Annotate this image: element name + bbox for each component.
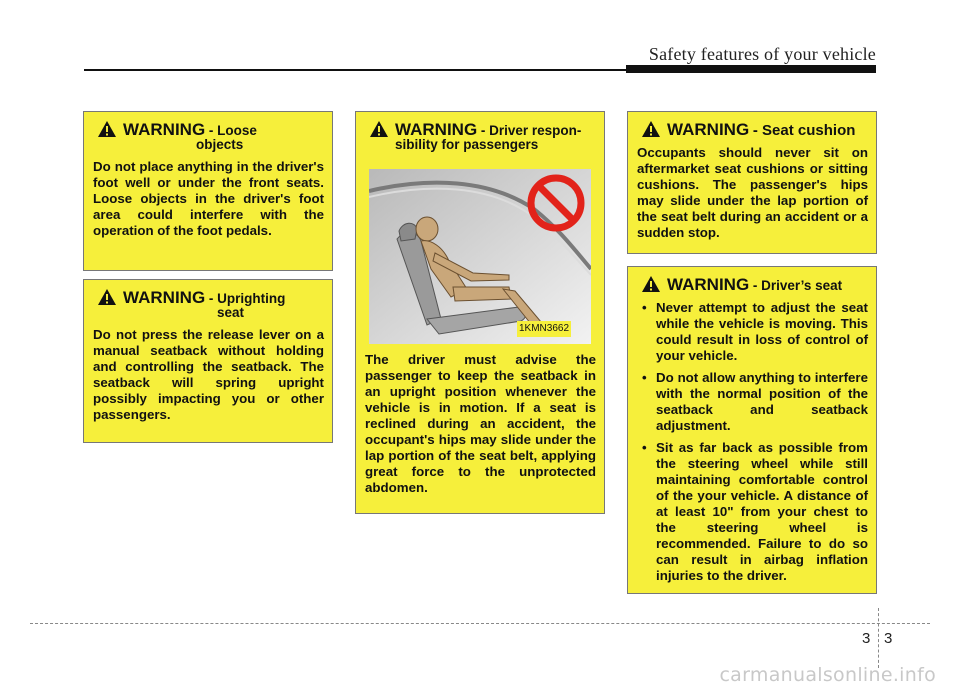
warning-body: Do not press the release lever on a manual seatback without holding and controlling the seatback. The seatback will spring upright possibly impacting you or other passengers. [93,327,324,422]
warning-triangle-icon [97,120,117,138]
page-header-title: Safety features of your vehicle [648,44,876,64]
warning-title: WARNING [395,120,478,139]
reclined-occupant-figure [369,169,591,344]
warning-subject-cont: sibility for passengers [395,137,539,152]
warning-driver-responsibility [355,111,605,514]
warning-subject-cont: objects [196,137,244,152]
list-item: • Do not allow anything to interfere with the normal position of the seatback and seatback adjustment. [637,370,868,434]
warning-body: Do not place anything in the driver's foot well or under the front seats. Loose objects in the driver's foot area could interfere with the operation of the foot pedals. [93,159,324,238]
warning-uprighting-seat [83,279,333,443]
header-rule-accent [626,65,876,73]
chapter-number: 3 [862,630,871,647]
list-item: • Never attempt to adjust the seat while the vehicle is moving. This could result in loss of control of your vehicle. [637,300,868,364]
warning-body: Occupants should never sit on aftermarket seat cushions or sitting cushions. The passenger's hips may slide under the lap portion of the seat belt during an accident or a sudden stop. [637,145,868,240]
page-number-divider [878,608,879,668]
warning-subject: - Driver respon- [480,123,582,138]
warning-triangle-icon [97,288,117,306]
warning-subject: - Loose [208,123,257,138]
warning-heading [641,275,868,294]
warning-subject: - Uprighting [208,291,286,306]
list-item: • Sit as far back as possible from the steering wheel while still maintaining comfortable control of the your vehicle. A distance of at least 10" from your chest to the steering wheel is recommended. Failure to do so can result in airbag inflation injuries to the driver. [637,440,868,584]
warning-seat-cushion [627,111,877,254]
warning-triangle-icon [641,120,661,138]
warning-subject: - Driver’s seat [752,278,843,293]
warning-triangle-icon [369,120,389,138]
watermark: carmanualsonline.info [719,664,936,686]
warning-triangle-icon [641,275,661,293]
warning-bullet-list [637,300,868,584]
warning-title: WARNING [667,120,750,139]
footer-divider [30,623,930,624]
warning-heading [641,120,868,139]
warning-drivers-seat [627,266,877,594]
page-number: 3 [884,630,893,647]
warning-subject-cont: seat [217,305,245,320]
warning-body: The driver must advise the passenger to keep the seatback in an upright position whenever the vehicle is in motion. If a seat is reclined during an accident, the occupant's hips may slide under the lap portion of the seat belt, applying great force to the unprotected abdomen. [365,352,596,495]
warning-loose-objects [83,111,333,271]
warning-title: WARNING [667,275,750,294]
figure-code: 1KMN3662 [517,321,571,337]
warning-title: WARNING [123,120,206,139]
reclined-seat-illustration [369,169,591,344]
warning-subject: - Seat cushion [752,122,856,139]
warning-title: WARNING [123,288,206,307]
